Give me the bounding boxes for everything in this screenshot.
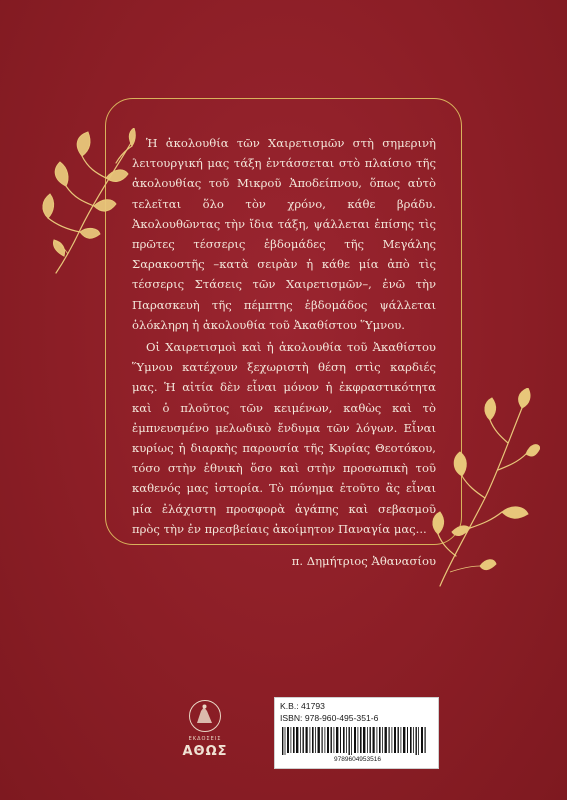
publisher-emblem-icon xyxy=(189,700,221,732)
publisher-subtitle: ΕΚΔΟΣΕΙΣ xyxy=(188,736,222,742)
kb-code: Κ.Β.: 41793 xyxy=(280,701,325,711)
paragraph-1: Ἡ ἀκολουθία τῶν Χαιρετισμῶν στὴ σημερινὴ λειτουργική μας τάξη ἐντάσσεται στὸ πλαίσιο τῆς ἀκολουθίας τοῦ Μικροῦ Ἀποδείπνου, ὅπως αὐτὸ τελεῖται ὅλο τὸν χρόνο, κάθε βράδυ. Ἀκολουθῶντας τὴν ἴδια τάξη, ψάλλεται ἐπίσης τὶς πρῶτες τέσσερις ἑβδομάδες τῆς Μεγάλης Σαρακοστῆς –κατὰ σειρὰν ἡ κάθε μία ἀπὸ τὶς τέσσερις Στάσεις τῶν Χαιρετισμῶν–, ἐνῶ τὴν Παρασκευὴ τῆς πέμπτης ἑβδομάδος ψάλλεται ὁλόκληρη ἡ ἀκολουθία τοῦ Ἀκαθίστου Ὕμνου. xyxy=(132,136,436,332)
publisher-name: ΑΘΩΣ xyxy=(182,744,228,759)
author-signature: π. Δημήτριος Ἀθανασίου xyxy=(291,554,436,569)
publisher-logo xyxy=(182,700,228,770)
isbn-number: ISBN: 978-960-495-351-6 xyxy=(280,713,379,723)
left-branch-ornament xyxy=(36,128,136,278)
barcode-number: 9789604953516 xyxy=(334,756,381,763)
paragraph-2: Οἱ Χαιρετισμοὶ καὶ ἡ ἀκολουθία τοῦ Ἀκαθίστου Ὕμνου κατέχουν ξεχωριστὴ θέση στὶς καρδιές μας. Ἡ αἰτία δὲν εἶναι μόνον ἡ ἐκφραστικότητα καὶ ὁ πλοῦτος τῶν κειμένων, καθὼς καὶ τὸ ἐμπνευσμένο μελωδικὸ ἔνδυμα τῶν λόγων. Εἶναι κυρίως ἡ διαρκὴς παρουσία τῆς Κυρίας Θεοτόκου, τόσο στὴν ἐθνικὴ ὅσο καὶ στὴν προσωπικὴ τοῦ καθενός μας ἱστορία. Τὸ πόνημα ἐτοῦτο ἂς εἶναι μία ἐλάχιστη προσφορὰ ἀγάπης καὶ σεβασμοῦ πρὸς τὴν ἐν πρεσβείαις ἀκοίμητον Παναγία μας... xyxy=(132,340,436,536)
right-branch-ornament xyxy=(430,388,540,588)
isbn-box xyxy=(274,697,439,769)
barcode-icon xyxy=(280,727,430,755)
back-cover-text xyxy=(132,133,436,571)
